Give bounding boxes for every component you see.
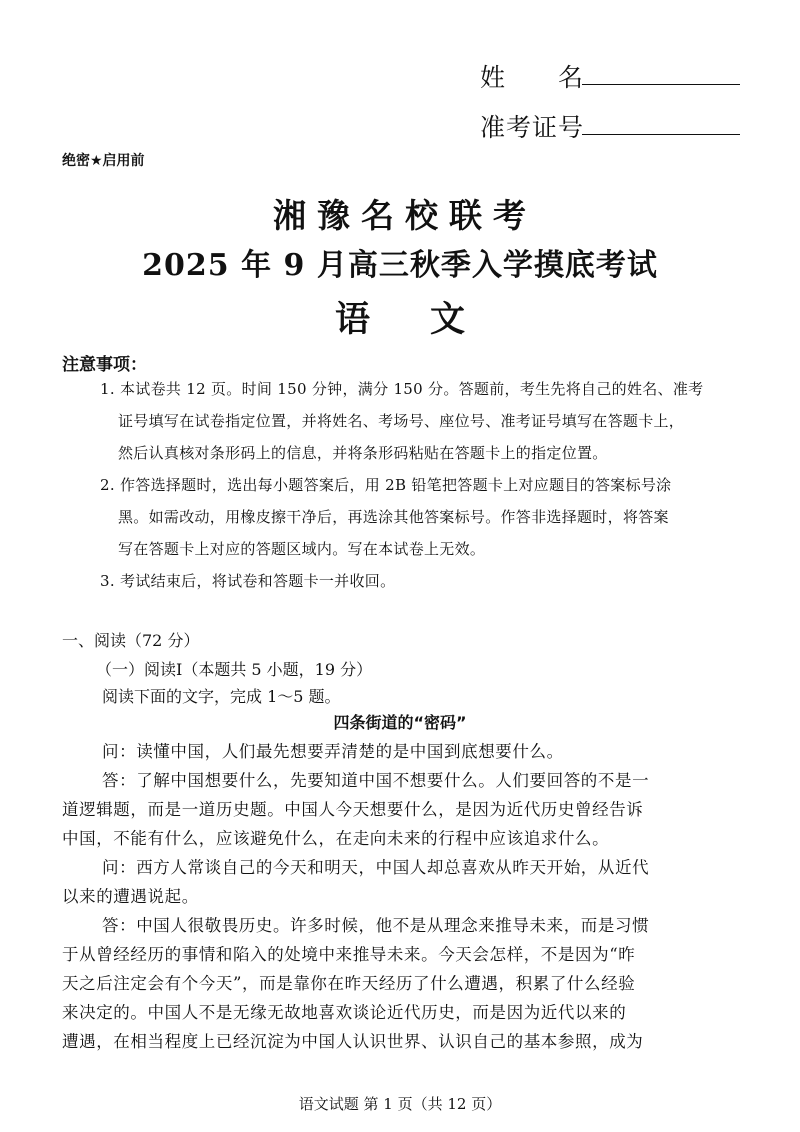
notice-line: 3. 考试结束后，将试卷和答题卡一并收回。 <box>100 572 396 590</box>
article-title: 四条街道的“密码” <box>333 713 467 732</box>
article-line: 于从曾经经历的事情和陷入的处境中来推导未来。今天会怎样，不是因为“昨 <box>62 945 636 964</box>
notice-heading: 注意事项： <box>62 355 147 375</box>
subject-title <box>0 292 800 342</box>
notice-line: 2. 作答选择题时，选出每小题答案后，用 2B 铅笔把答题卡上对应题目的答案标号涂 <box>100 476 672 494</box>
article-line: 道逻辑题，而是一道历史题。中国人今天想要什么，是因为近代历史曾经告诉 <box>62 800 644 819</box>
article-line: 问：读懂中国，人们最先想要弄清楚的是中国到底想要什么。 <box>102 742 564 761</box>
subject-char: 语 <box>334 299 370 340</box>
article-line: 答：了解中国想要什么，先要知道中国不想要什么。人们要回答的不是一 <box>102 771 650 790</box>
article-line: 以来的遭遇说起。 <box>62 887 199 906</box>
subsection-heading: （一）阅读Ⅰ（本题共 5 小题，19 分） <box>96 660 373 679</box>
article-line: 答：中国人很敬畏历史。许多时候，他不是从理念来推导未来，而是习惯 <box>102 916 650 935</box>
article-line: 天之后注定会有个今天”，而是靠你在昨天经历了什么遭遇，积累了什么经验 <box>62 974 636 993</box>
exam-id-blank[interactable] <box>582 134 740 135</box>
article-line: 遭遇，在相当程度上已经沉淀为中国人认识世界、认识自己的基本参照，成为 <box>62 1032 644 1051</box>
notice-line: 证号填写在试卷指定位置，并将姓名、考场号、座位号、准考证号填写在答题卡上， <box>118 412 685 430</box>
instruction-text: 阅读下面的文字，完成 1～5 题。 <box>102 687 341 706</box>
section-heading: 一、阅读（72 分） <box>62 631 200 650</box>
article-line: 中国，不能有什么，应该避免什么，在走向未来的行程中应该追求什么。 <box>62 829 610 848</box>
page-footer: 语文试题 第 1 页（共 12 页） <box>298 1095 502 1113</box>
name-blank[interactable] <box>582 84 740 85</box>
notice-line: 然后认真核对条形码上的信息，并将条形码粘贴在答题卡上的指定位置。 <box>118 444 608 462</box>
exam-id-label: 准考证号 <box>480 113 585 142</box>
notice-line: 1. 本试卷共 12 页。时间 150 分钟，满分 150 分。答题前，考生先将自己的姓名、准考 <box>100 380 704 398</box>
notice-line: 黑。如需改动，用橡皮擦干净后，再选涂其他答案标号。作答非选择题时，将答案 <box>118 508 669 526</box>
exam-title: 2025 年 9 月高三秋季入学摸底考试 <box>142 248 658 283</box>
secret-mark: 绝密★启用前 <box>62 153 145 169</box>
subject-char: 文 <box>430 299 466 340</box>
notice-line: 写在答题卡上对应的答题区域内。写在本试卷上无效。 <box>118 540 486 558</box>
article-line: 来决定的。中国人不是无缘无故地喜欢谈论近代历史，而是因为近代以来的 <box>62 1003 627 1022</box>
exam-org-title: 湘豫名校联考 <box>273 196 537 235</box>
article-line: 问：西方人常谈自己的今天和明天，中国人却总喜欢从昨天开始，从近代 <box>102 858 650 877</box>
name-label: 姓 名 <box>480 63 585 92</box>
